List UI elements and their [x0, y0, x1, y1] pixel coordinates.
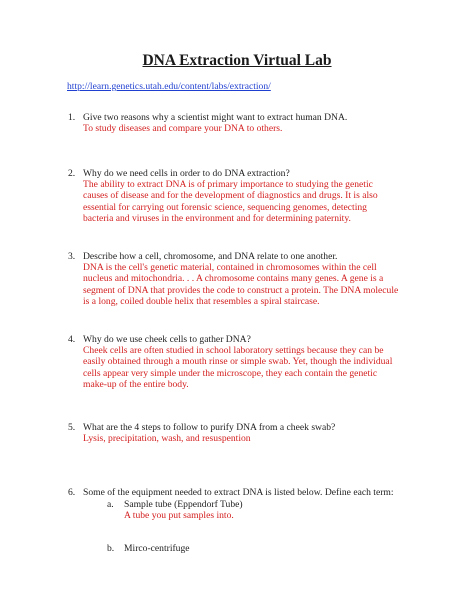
question-number: 4.	[68, 334, 76, 345]
question-6	[68, 487, 394, 498]
question-text: Give two reasons why a scientist might want to extract human DNA.	[83, 112, 348, 123]
answer-line: bacteria and viruses in the environment and for determining paternity.	[83, 212, 351, 224]
question-4	[68, 334, 393, 390]
answer-line: is a long, coiled double helix that resembles a spiral staircase.	[83, 295, 320, 307]
lab-link[interactable]: http://learn.genetics.utah.edu/content/labs/extraction/	[67, 81, 271, 92]
equipment-term: Sample tube (Eppendorf Tube)	[124, 499, 243, 510]
equipment-term: Mirco-centrifuge	[124, 543, 190, 554]
equipment-definition: A tube you put samples into.	[124, 510, 234, 522]
equipment-item-b	[107, 543, 190, 554]
answer-line: Cheek cells are often studied in school laboratory settings because they can be	[83, 345, 384, 357]
answer-line: segment of DNA that provides the code to construct a protein. The DNA molecule	[83, 284, 399, 296]
answer-line: The ability to extract DNA is of primary importance to studying the genetic	[83, 179, 373, 191]
question-number: 1.	[68, 112, 76, 123]
question-2	[68, 168, 378, 224]
question-number: 5.	[68, 422, 76, 433]
answer-line: nucleus and mitochondria. . . A chromosome contains many genes. A gene is a	[83, 273, 384, 285]
answer-line: cells appear very simple under the microscope, they each contain the genetic	[83, 367, 378, 379]
answer-line: Lysis, precipitation, wash, and resuspention	[83, 433, 251, 445]
equipment-letter: a.	[107, 499, 114, 510]
page-title: DNA Extraction Virtual Lab	[142, 52, 332, 69]
question-5	[68, 422, 336, 445]
answer-line: causes of disease and for the development of diagnostics and drugs. It is also	[83, 190, 378, 202]
question-text: Why do we use cheek cells to gather DNA?	[83, 334, 251, 345]
question-text: Some of the equipment needed to extract DNA is listed below. Define each term:	[83, 487, 394, 498]
question-text: Why do we need cells in order to do DNA extraction?	[83, 168, 290, 179]
question-text: Describe how a cell, chromosome, and DNA relate to one another.	[83, 251, 338, 262]
question-number: 3.	[68, 251, 76, 262]
answer-line: To study diseases and compare your DNA to others.	[83, 123, 283, 135]
answer-line: DNA is the cell's genetic material, contained in chromosomes within the cell	[83, 262, 377, 274]
question-1	[68, 112, 348, 135]
question-text: What are the 4 steps to follow to purify DNA from a cheek swab?	[83, 422, 336, 433]
answer-line: essential for carrying out forensic science, sequencing genomes, detecting	[83, 201, 367, 213]
equipment-item-a	[107, 499, 243, 522]
answer-line: make-up of the entire body.	[83, 378, 189, 390]
answer-line: easily obtained through a mouth rinse or simple swab. Yet, though the individual	[83, 356, 393, 368]
equipment-letter: b.	[107, 543, 115, 554]
question-number: 2.	[68, 168, 76, 179]
question-number: 6.	[68, 487, 76, 498]
question-3	[68, 251, 399, 307]
